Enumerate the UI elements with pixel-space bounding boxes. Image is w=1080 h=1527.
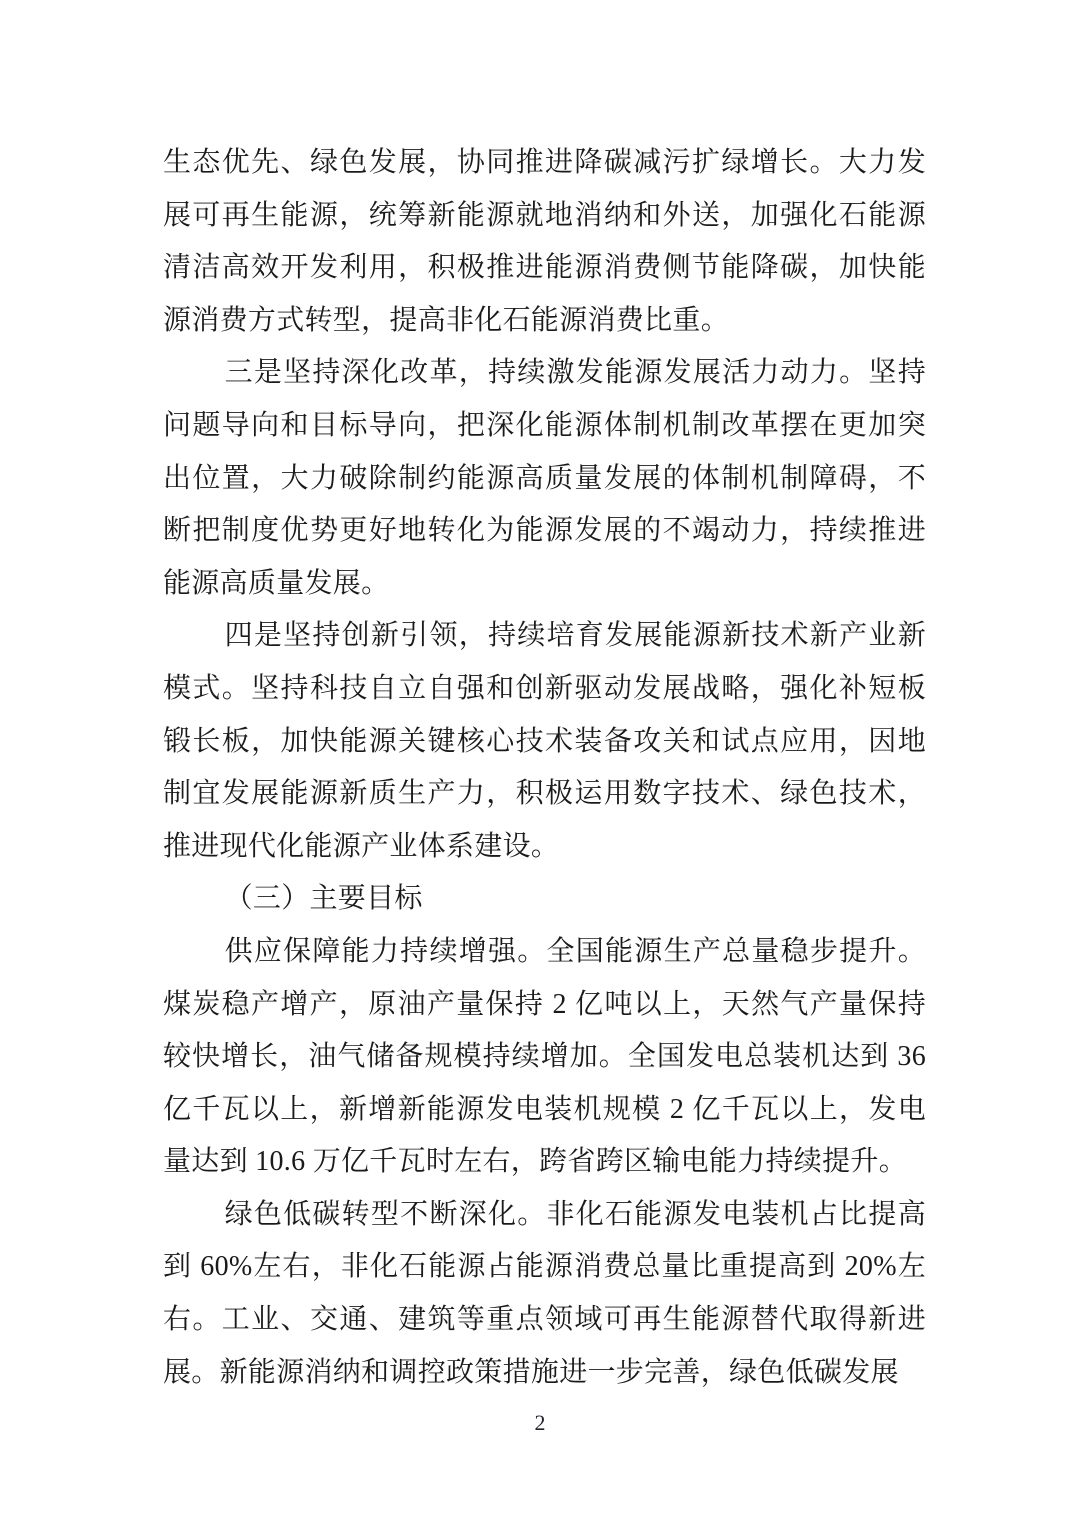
section-heading-main-targets: （三）主要目标 bbox=[224, 883, 423, 915]
paragraph-green-low-carbon-transition: 绿色低碳转型不断深化。非化石能源发电装机占比提高到 60%左右，非化石能源占能源消费总量比重提高到 20%左右。工业、交通、建筑等重点领域可再生能源替代取得新进展。新能源消纳和调控政策措施进一步完善，绿色低碳发展 bbox=[163, 1198, 926, 1388]
document-body bbox=[163, 137, 926, 1399]
page-number: 2 bbox=[534, 1410, 546, 1435]
paragraph-point-four-innovation-leading: 四是坚持创新引领，持续培育发展能源新技术新产业新模式。坚持科技自立自强和创新驱动发展战略，强化补短板锻长板，加快能源关键核心技术装备攻关和试点应用，因地制宜发展能源新质生产力，积极运用数字技术、绿色技术，推进现代化能源产业体系建设。 bbox=[163, 620, 926, 862]
paragraph-ecology-priority-continuation: 生态优先、绿色发展，协同推进降碳减污扩绿增长。大力发展可再生能源，统筹新能源就地消纳和外送，加强化石能源清洁高效开发利用，积极推进能源消费侧节能降碳，加快能源消费方式转型，提高非化石能源消费比重。 bbox=[163, 147, 926, 336]
paragraph-point-three-deepen-reform: 三是坚持深化改革，持续激发能源发展活力动力。坚持问题导向和目标导向，把深化能源体制机制改革摆在更加突出位置，大力破除制约能源高质量发展的体制机制障碍，不断把制度优势更好地转化为能源发展的不竭动力，持续推进能源高质量发展。 bbox=[163, 357, 926, 599]
paragraph-supply-security-capacity: 供应保障能力持续增强。全国能源生产总量稳步提升。煤炭稳产增产，原油产量保持 2 亿吨以上，天然气产量保持较快增长，油气储备规模持续增加。全国发电总装机达到 36 亿千瓦以上，新增新能源发电装机规模 2 亿千瓦以上，发电量达到 10.6 万亿千瓦时左右，跨省跨区输电能力持续提升。 bbox=[163, 935, 926, 1178]
page-footer bbox=[0, 1410, 1080, 1436]
